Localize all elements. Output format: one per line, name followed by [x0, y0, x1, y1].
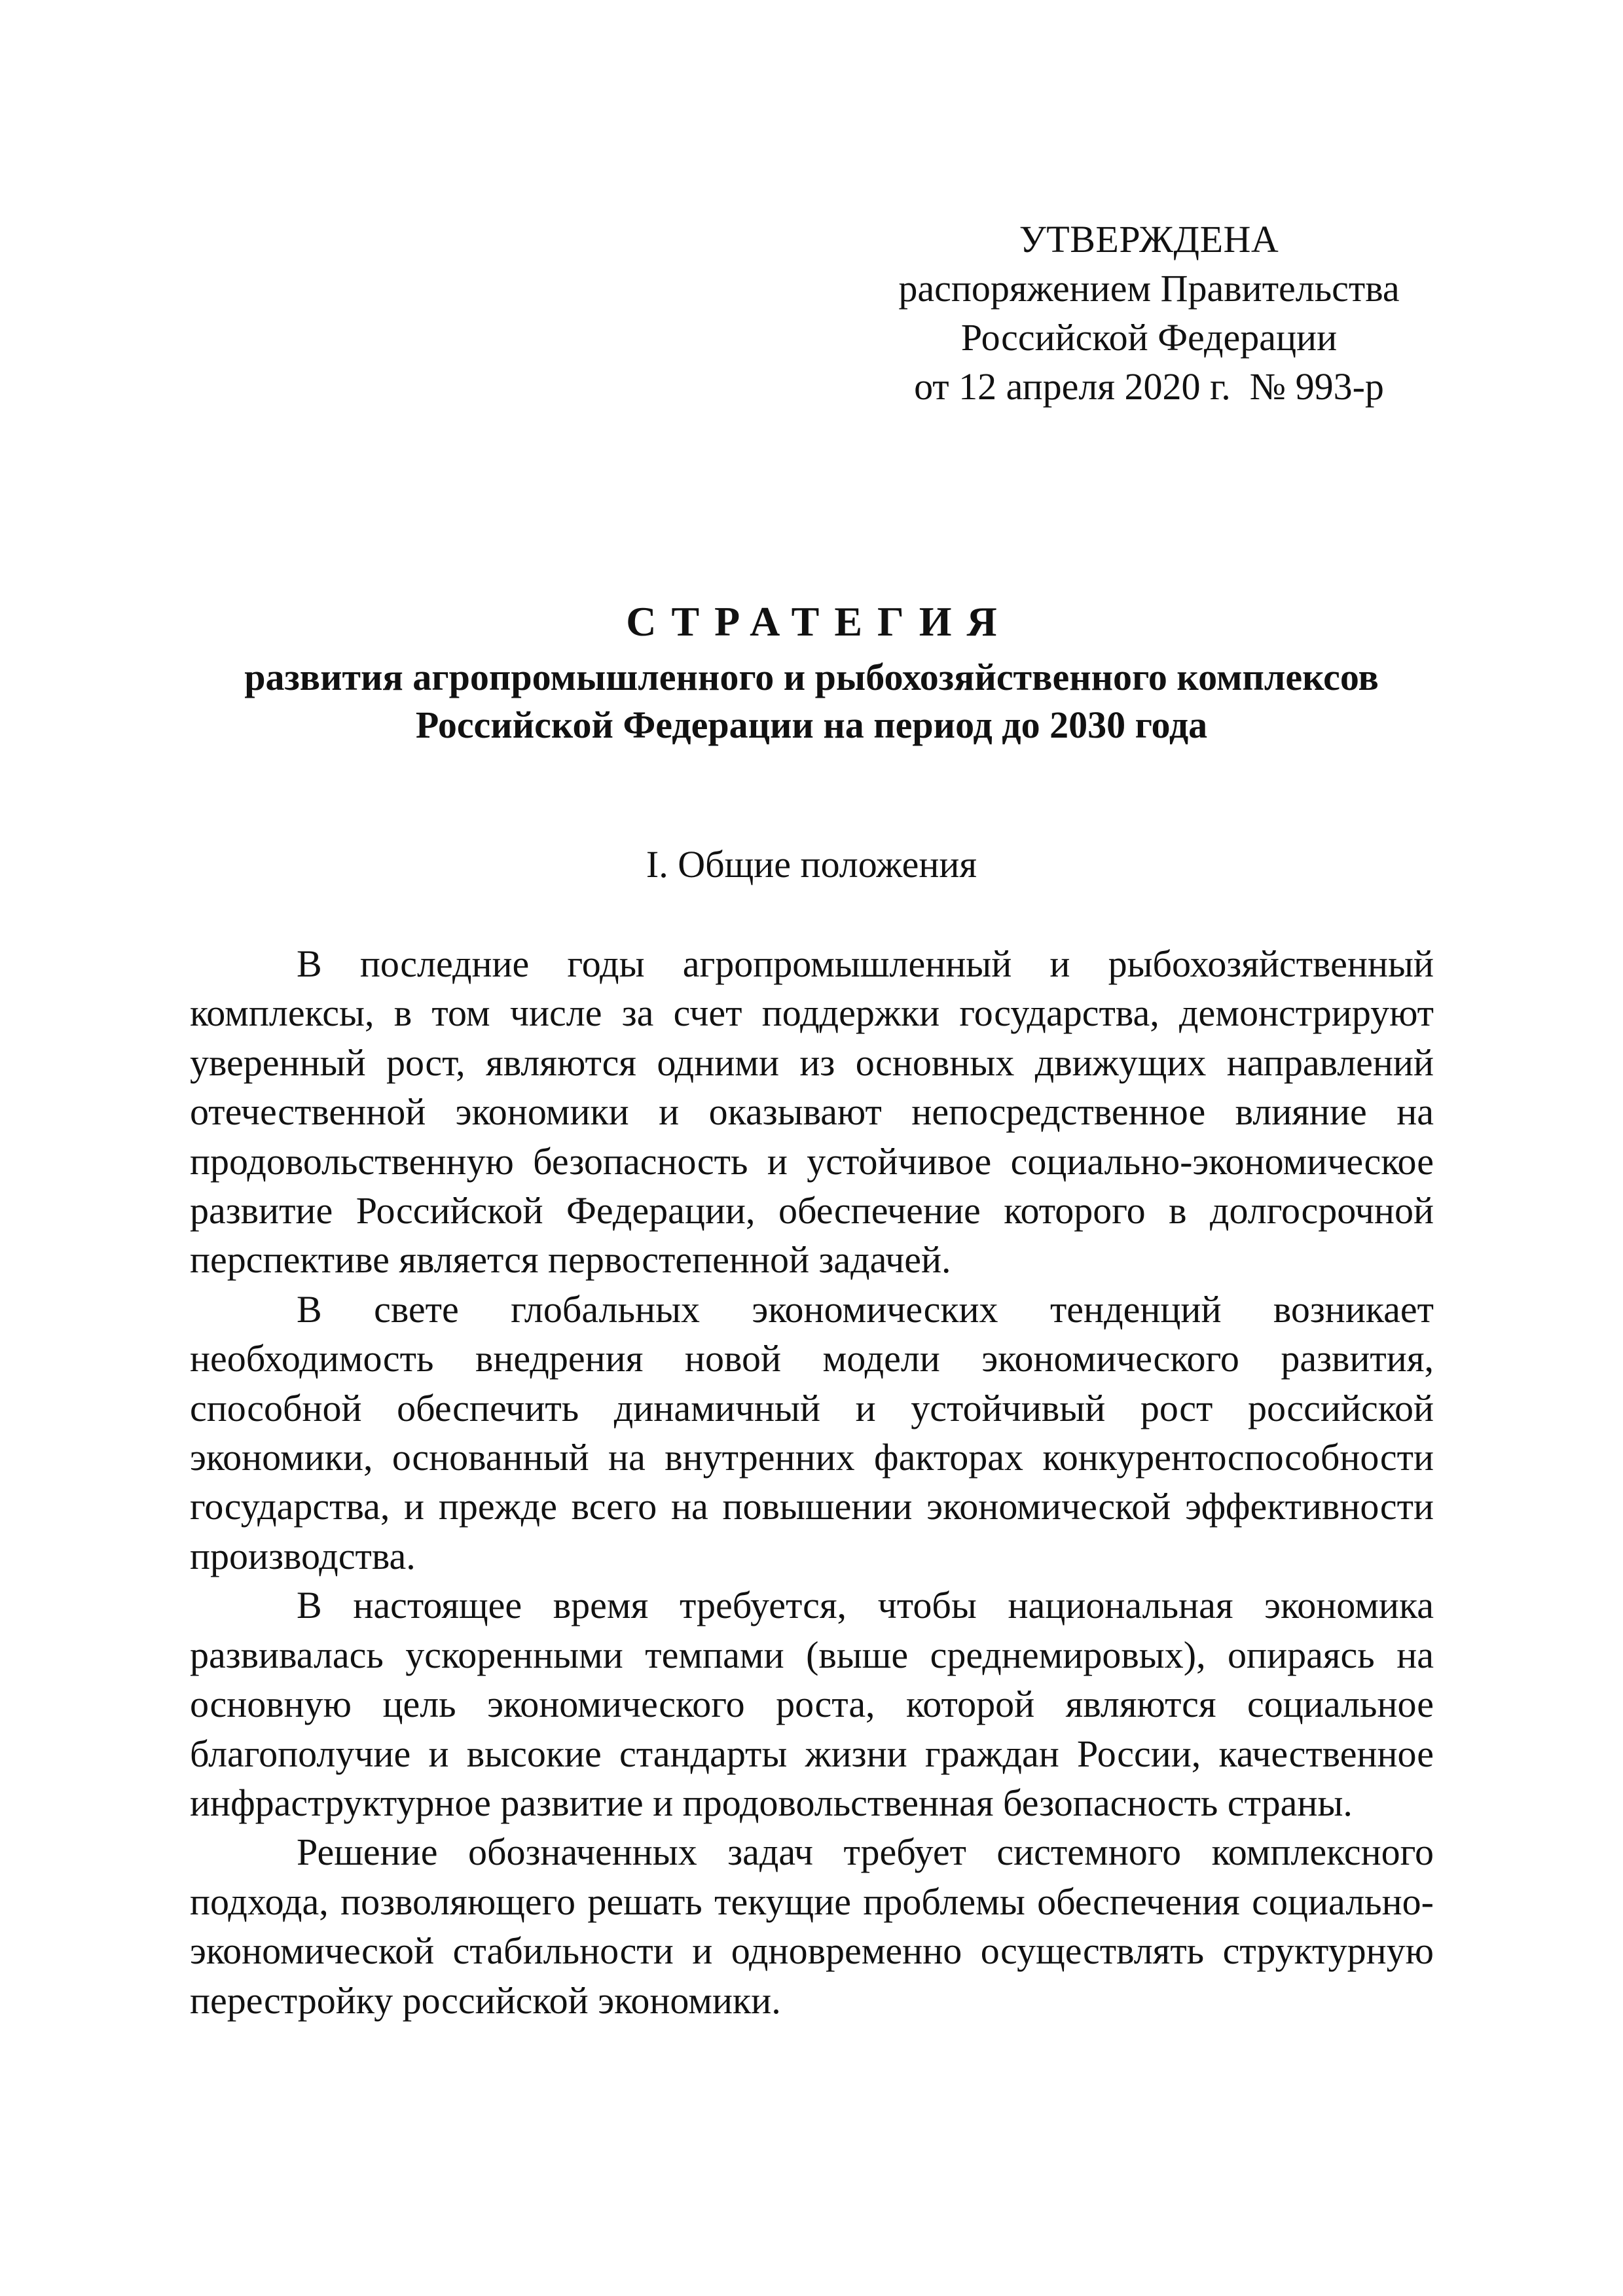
document-subtitle-line-2: Российской Федерации на период до 2030 года [415, 704, 1208, 746]
approval-line-date-number: от 12 апреля 2020 г. № 993-р [914, 365, 1384, 408]
paragraph: В настоящее время требуется, чтобы национальная экономика развивалась ускоренными темпами (выше среднемировых), опираясь на основную цель экономического роста, которой являются социальное благополучие и высокие стандарты жизни граждан России, качественное инфраструктурное развитие и продовольственная безопасность страны. [190, 1584, 1434, 1824]
approval-heading: УТВЕРЖДЕНА [1019, 218, 1279, 260]
paragraph: В свете глобальных экономических тенденций возникает необходимость внедрения новой модели экономического развития, способной обеспечить динамичный и устойчивый рост российской экономики, основанный на внутренних факторах конкурентоспособности государства, и прежде всего на повышении экономической эффективности производства. [190, 1287, 1434, 1577]
paragraph: В последние годы агропромышленный и рыбохозяйственный комплексы, в том числе за счет поддержки государства, демонстрируют уверенный рост, являются одними из основных движущих направлений отечественной экономики и оказывают непосредственное влияние на продовольственную безопасность и устойчивое социально-экономическое развитие Российской Федерации, обеспечение которого в долгосрочной перспективе является первостепенной задачей. [190, 942, 1434, 1282]
document-type-title: СТРАТЕГИЯ [626, 598, 1012, 645]
title-block [0, 594, 1623, 749]
approval-block [871, 215, 1427, 411]
paragraph: Решение обозначенных задач требует системного комплексного подхода, позволяющего решать текущие проблемы обеспечения социально-экономической стабильности и одновременно осуществлять структурную перестройку российской экономики. [190, 1831, 1434, 2022]
approval-line-decree: распоряжением Правительства [898, 267, 1400, 310]
approval-line-federation: Российской Федерации [960, 316, 1338, 359]
body-text [190, 939, 1434, 2025]
document-subtitle-line-1: развития агропромышленного и рыбохозяйственного комплексов [244, 656, 1379, 698]
section-heading: I. Общие положения [646, 843, 977, 886]
